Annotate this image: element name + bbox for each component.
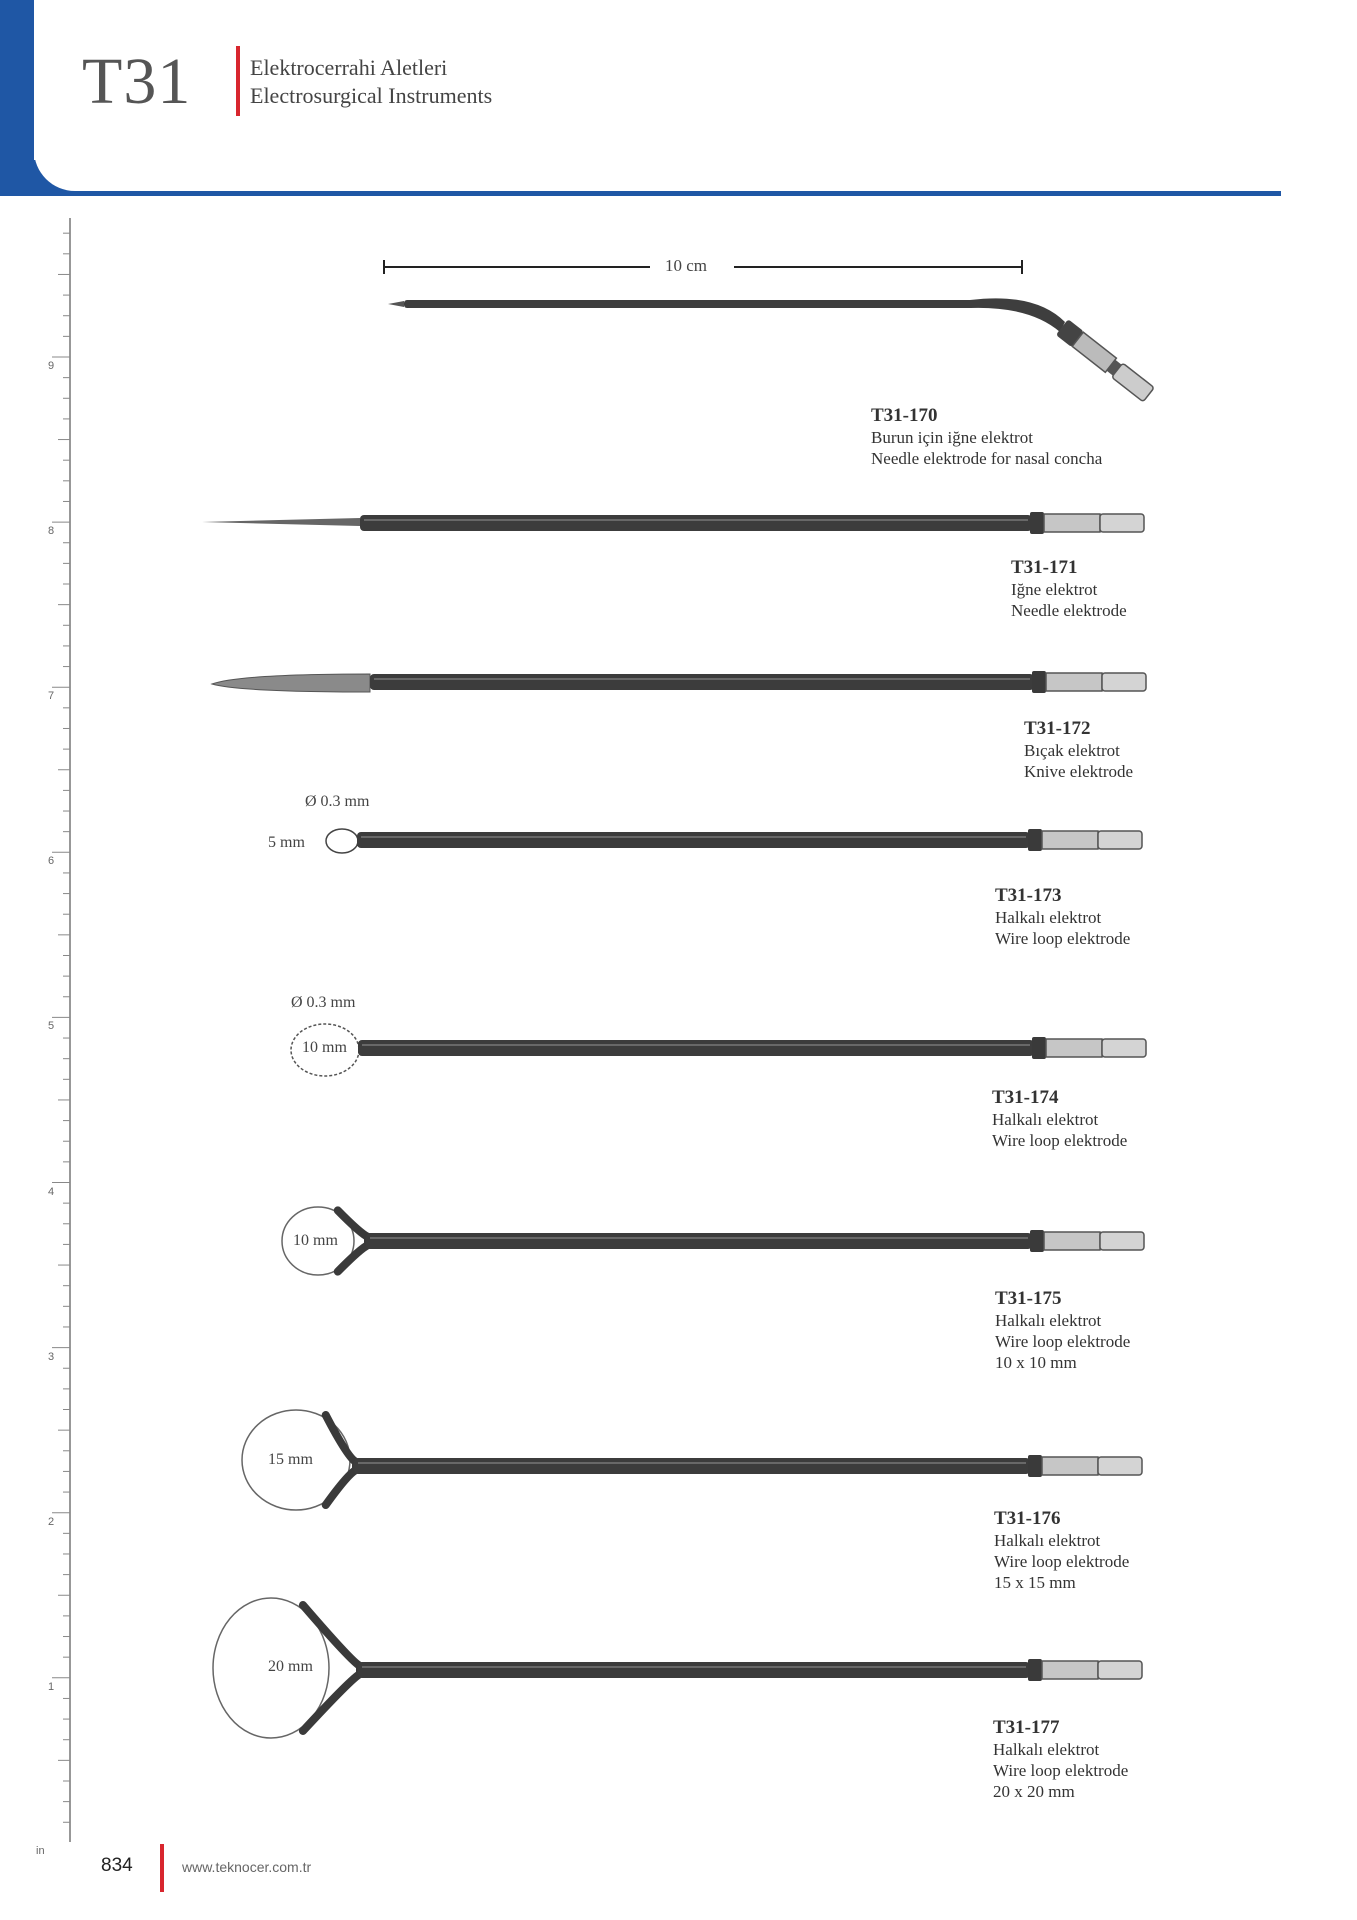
title-english: Electrosurgical Instruments <box>250 83 493 108</box>
instrument-t31-173 <box>326 829 1142 853</box>
product-caption-t31-174 <box>992 1087 1127 1151</box>
product-name-en: Needle elektrode for nasal concha <box>871 449 1103 468</box>
ruler-unit: in <box>36 1845 45 1857</box>
loop-size-label: 15 mm <box>268 1451 313 1468</box>
connector-collar <box>1032 671 1046 693</box>
scale-bar-label: 10 cm <box>665 256 708 275</box>
electrode-shaft <box>358 1662 1030 1678</box>
page-number: 834 <box>101 1855 133 1876</box>
connector-collar <box>1028 1659 1042 1681</box>
product-name-tr: Halkalı elektrot <box>992 1110 1099 1129</box>
wire-diameter-label: Ø 0.3 mm <box>291 994 356 1011</box>
connector-collar <box>1030 512 1044 534</box>
product-caption-t31-170 <box>871 405 1102 469</box>
connector-body <box>1042 831 1098 849</box>
connector-tip <box>1102 1039 1146 1057</box>
connector-tip <box>1098 1457 1142 1475</box>
product-name-tr: Halkalı elektrot <box>993 1740 1100 1759</box>
connector-tip <box>1100 514 1144 532</box>
product-caption-t31-176 <box>994 1508 1129 1593</box>
connector-tip <box>1102 673 1146 691</box>
connector-tip <box>1098 831 1142 849</box>
instrument-t31-171 <box>202 512 1144 534</box>
product-name-tr: Halkalı elektrot <box>995 908 1102 927</box>
loop-size-label: 10 mm <box>293 1232 338 1249</box>
product-caption-t31-177 <box>993 1717 1128 1802</box>
electrode-shaft <box>366 1233 1032 1249</box>
product-caption-t31-175 <box>995 1288 1130 1373</box>
electrode-shaft <box>354 1458 1030 1474</box>
product-name-tr: Halkalı elektrot <box>994 1531 1101 1550</box>
connector-collar <box>1028 829 1042 851</box>
product-code: T31-170 <box>871 405 938 426</box>
electrode-shaft <box>360 515 1032 531</box>
footer-red-divider <box>160 1844 164 1892</box>
product-code: T31-173 <box>995 885 1062 906</box>
ruler-number: 4 <box>48 1185 55 1198</box>
product-code: T31-177 <box>993 1717 1060 1738</box>
connector-collar <box>1028 1455 1042 1477</box>
connector-body <box>1046 1039 1102 1057</box>
ruler-number: 9 <box>48 360 55 372</box>
instrument-t31-172 <box>212 671 1146 693</box>
product-name-en: Wire loop elektrode <box>994 1552 1130 1571</box>
product-caption-t31-171 <box>1011 557 1127 621</box>
connector-body <box>1046 673 1102 691</box>
instrument-t31-176 <box>242 1410 1142 1510</box>
product-code: T31-172 <box>1024 718 1091 739</box>
product-size: 10 x 10 mm <box>995 1353 1077 1372</box>
loop-size-label: 5 mm <box>268 834 305 851</box>
loop-size-label: 10 mm <box>302 1039 347 1056</box>
product-name-en: Wire loop elektrode <box>995 1332 1131 1351</box>
product-name-en: Wire loop elektrode <box>993 1761 1129 1780</box>
ruler-number: 2 <box>48 1515 55 1528</box>
ruler-number: 5 <box>48 1020 55 1033</box>
product-name-en: Wire loop elektrode <box>992 1131 1128 1150</box>
loop-size-label: 20 mm <box>268 1658 313 1675</box>
product-caption-t31-173 <box>995 885 1130 949</box>
product-name-tr: Bıçak elektrot <box>1024 741 1120 760</box>
product-size: 20 x 20 mm <box>993 1782 1075 1801</box>
product-code: T31-176 <box>994 1508 1061 1529</box>
loop-arm <box>326 1415 356 1505</box>
product-name-tr: Iğne elektrot <box>1011 580 1098 599</box>
instrument-t31-175 <box>282 1207 1144 1275</box>
connector-collar <box>1032 1037 1046 1059</box>
connector-tip <box>1100 1232 1144 1250</box>
ruler-number: 1 <box>48 1680 55 1693</box>
product-name-en: Knive elektrode <box>1024 762 1134 781</box>
product-name-tr: Burun için iğne elektrot <box>871 428 1033 447</box>
loop-arm <box>338 1210 368 1271</box>
instrument-t31-174 <box>291 1024 1146 1076</box>
ruler-number: 3 <box>48 1350 55 1363</box>
electrode-shaft <box>358 1040 1034 1056</box>
product-code: T31-174 <box>992 1087 1059 1108</box>
connector-body <box>1042 1661 1098 1679</box>
wire-loop <box>326 829 358 853</box>
title-turkish: Elektrocerrahi Aletleri <box>250 55 448 80</box>
product-code: T31-171 <box>1011 557 1078 578</box>
product-name-en: Needle elektrode <box>1011 601 1127 620</box>
instrument-t31-170 <box>388 298 1155 402</box>
wire-diameter-label: Ø 0.3 mm <box>305 793 370 810</box>
ruler-ticks <box>52 218 70 1842</box>
connector-body <box>1042 1457 1098 1475</box>
product-size: 15 x 15 mm <box>994 1573 1076 1592</box>
electrode-shaft <box>370 674 1034 690</box>
connector-body <box>1044 514 1100 532</box>
section-code: T31 <box>82 45 192 118</box>
product-name-tr: Halkalı elektrot <box>995 1311 1102 1330</box>
ruler-number: 6 <box>48 855 55 868</box>
ruler-number: 7 <box>48 690 55 703</box>
product-code: T31-175 <box>995 1288 1062 1309</box>
connector-tip <box>1098 1661 1142 1679</box>
product-name-en: Wire loop elektrode <box>995 929 1131 948</box>
connector-body <box>1044 1232 1100 1250</box>
ruler-number: 8 <box>48 525 55 538</box>
product-caption-t31-172 <box>1024 718 1133 782</box>
connector-collar <box>1030 1230 1044 1252</box>
electrode-shaft <box>357 832 1030 848</box>
website-link[interactable]: www.teknocer.com.tr <box>182 1859 312 1875</box>
